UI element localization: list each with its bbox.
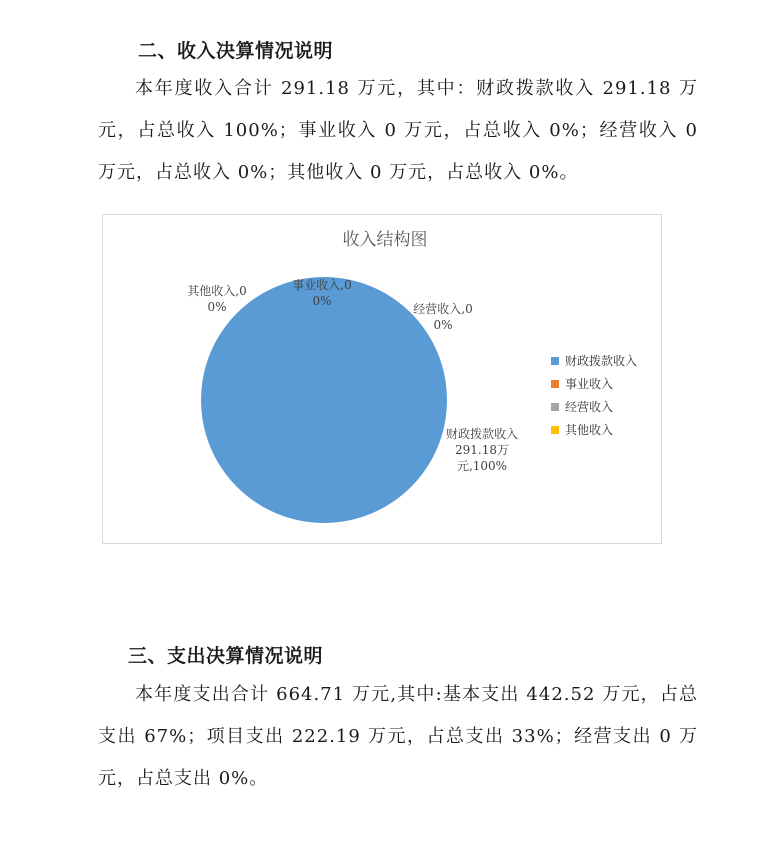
income-paragraph: 本年度收入合计 291.18 万元，其中：财政拨款收入 291.18 万元，占总收入 100%；事业收入 0 万元，占总收入 0%；经营收入 0 万元，占总收入 0%；其他收入 0 万元，占总收入 0%。 — [98, 78, 698, 183]
data-label-2: 经营收入,0 0% — [413, 302, 473, 332]
legend-label: 事业收入 — [565, 377, 614, 391]
legend-label: 财政拨款收入 — [565, 354, 638, 368]
legend-swatch — [551, 380, 559, 388]
chart-legend — [551, 349, 637, 441]
pie-slice-0 — [201, 277, 447, 523]
legend-swatch — [551, 403, 559, 411]
legend-swatch — [551, 357, 559, 365]
data-label-1: 事业收入,0 0% — [292, 278, 352, 308]
data-label-3: 其他收入,0 0% — [187, 284, 247, 314]
legend-swatch — [551, 426, 559, 434]
income-structure-chart — [102, 214, 662, 544]
legend-label: 其他收入 — [565, 423, 614, 437]
legend-item — [551, 372, 637, 395]
legend-item — [551, 418, 637, 441]
legend-item — [551, 395, 637, 418]
chart-title: 收入结构图 — [342, 230, 428, 250]
expense-paragraph: 本年度支出合计 664.71 万元,其中:基本支出 442.52 万元，占总支出 67%；项目支出 222.19 万元，占总支出 33%；经营支出 0 万元，占总支出 0%。 — [98, 684, 698, 789]
section-heading-expense: 三、支出决算情况说明 — [128, 645, 324, 667]
section-heading-income: 二、收入决算情况说明 — [138, 40, 334, 62]
legend-label: 经营收入 — [565, 400, 614, 414]
data-label-0: 财政拨款收入 291.18万元,100% — [445, 427, 519, 473]
legend-item — [551, 349, 637, 372]
